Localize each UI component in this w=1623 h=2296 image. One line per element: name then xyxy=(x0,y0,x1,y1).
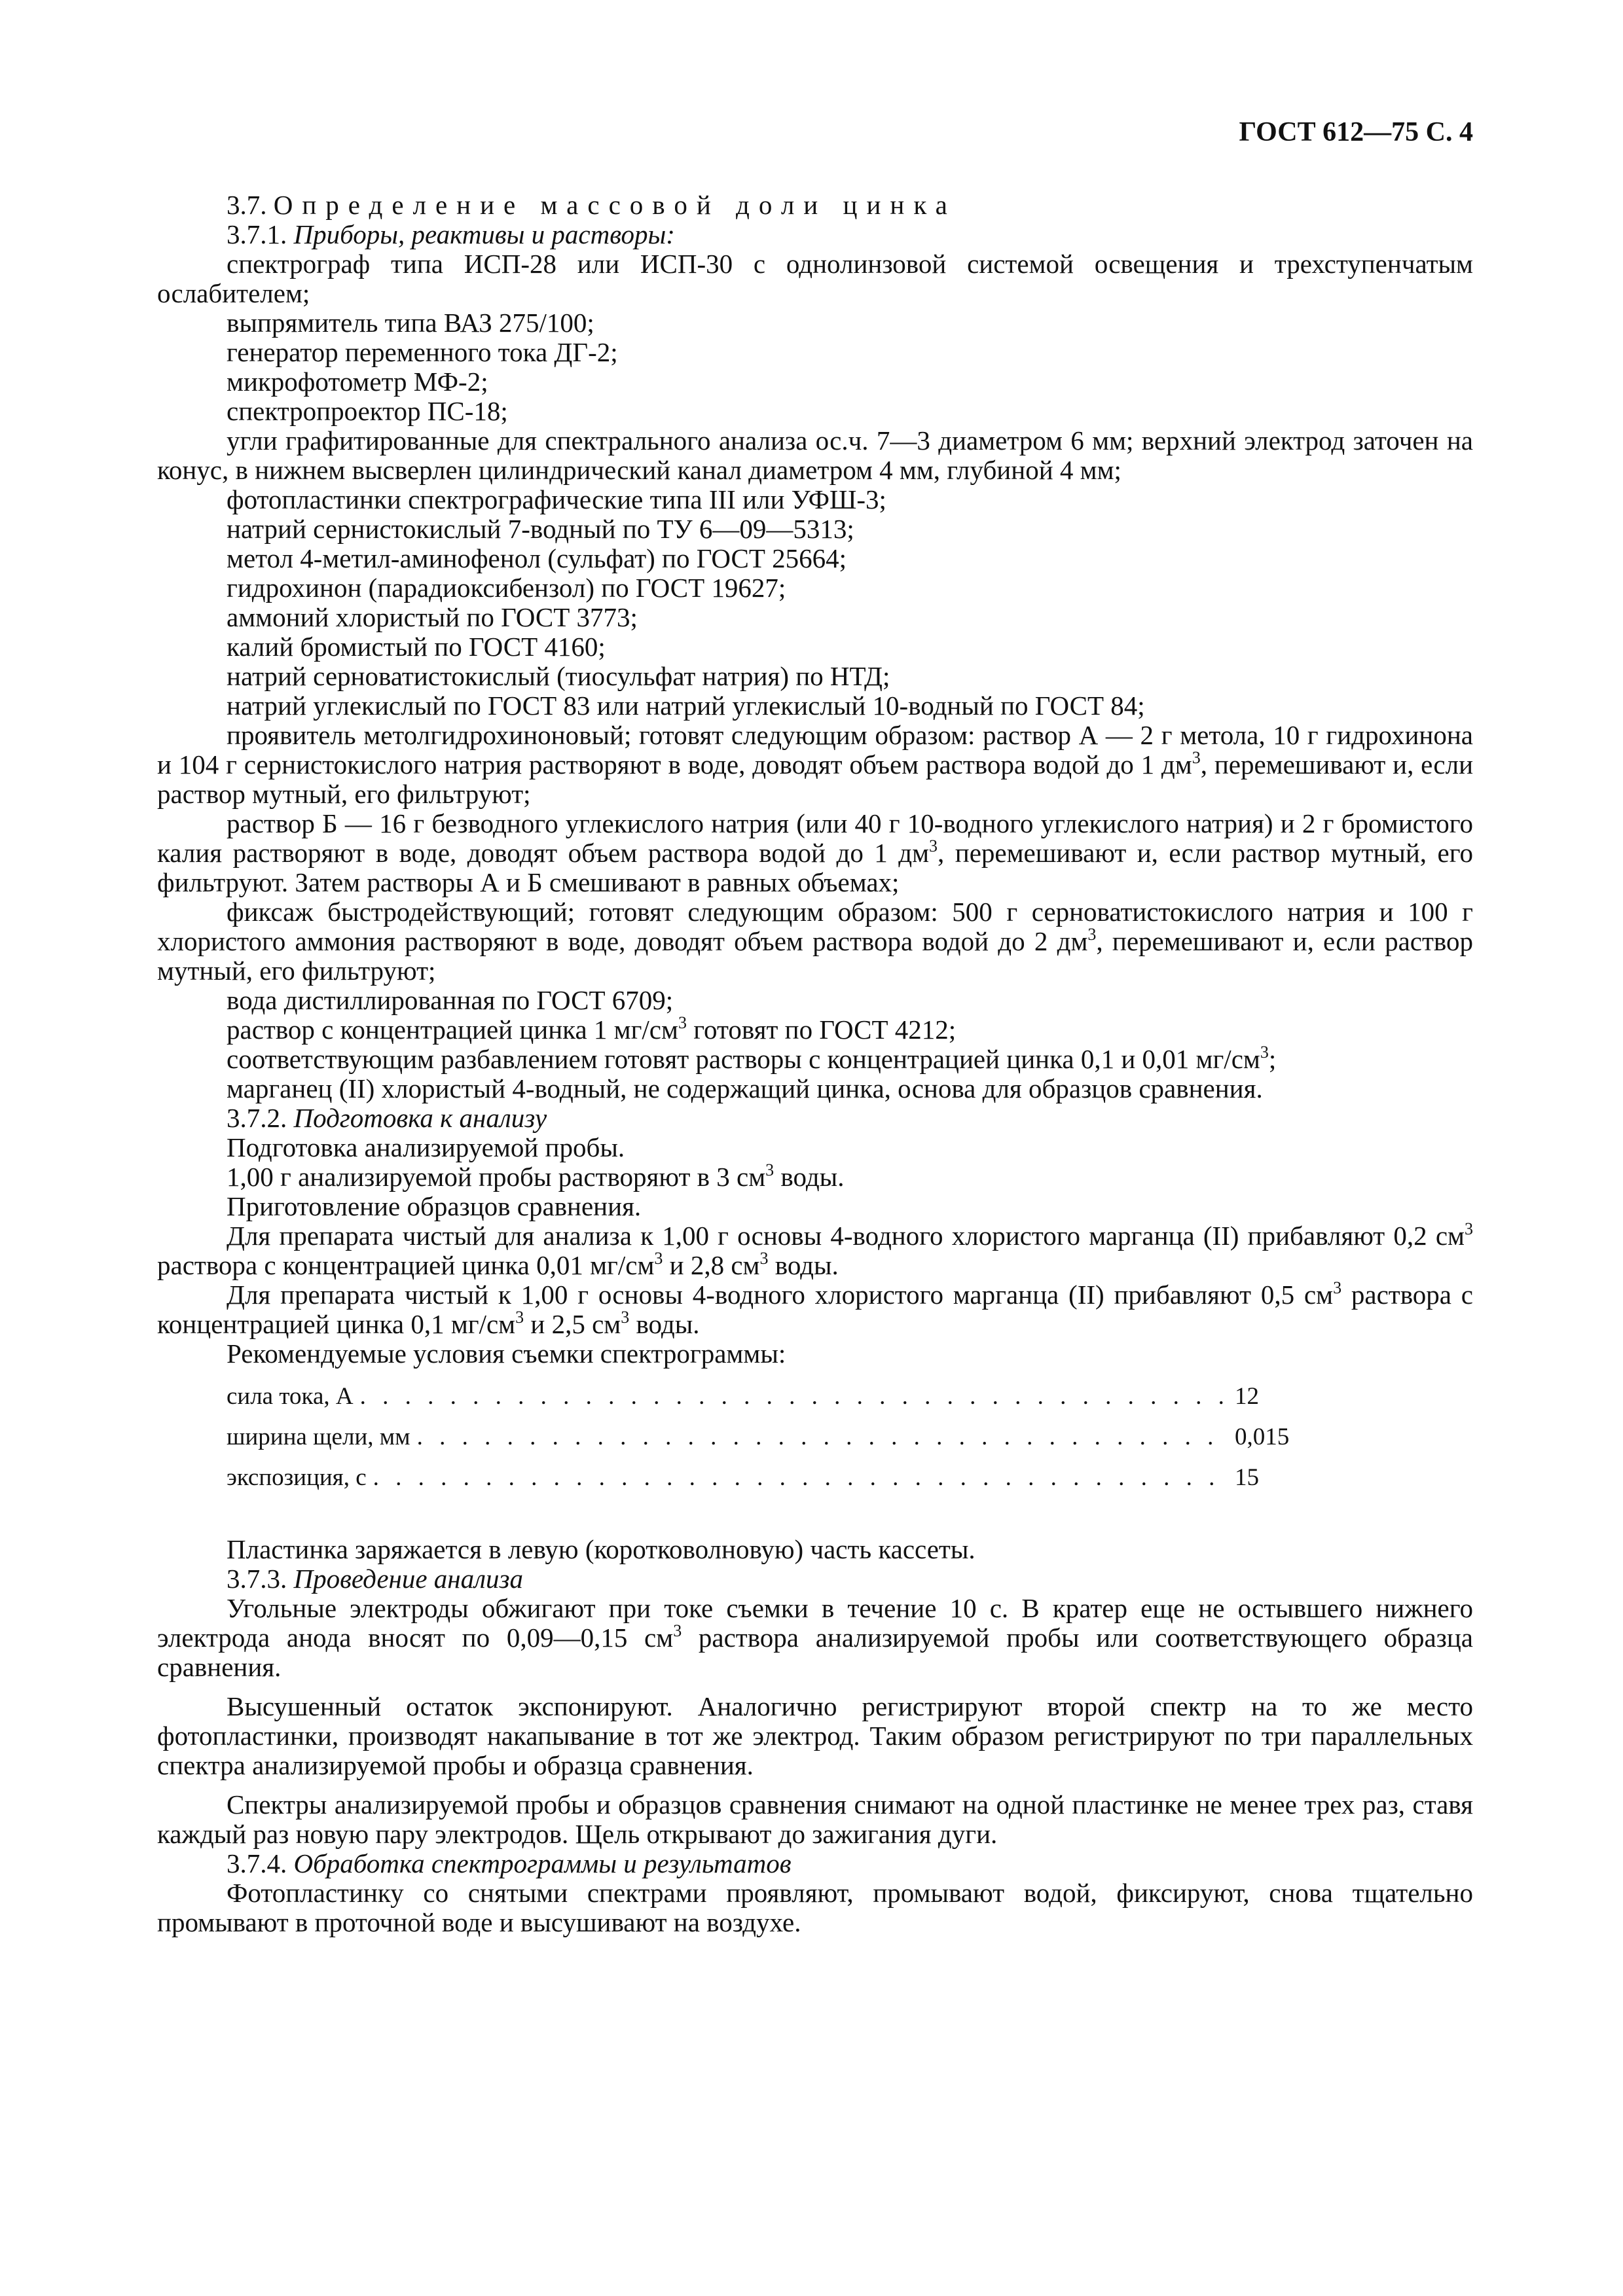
list-item: генератор переменного тока ДГ-2; xyxy=(227,337,618,367)
list-item: фотопластинки спектрографические типа III или УФШ-3; xyxy=(227,484,886,514)
fixer-paragraph: фиксаж быстродействующий; готовят следующим образом: 500 г серноватистокислого натрия и 100 г хлористого аммония растворяют в воде, доводят объем раствора водой до 2 $дм^3$, перемешивают и, если раствор мутный, его фильтруют; xyxy=(157,897,1473,986)
list-item: спектропроектор ПС-18; xyxy=(227,396,508,426)
paragraph: Приготовление образцов сравнения. xyxy=(227,1191,642,1221)
leader-dots xyxy=(360,1382,1223,1411)
list-item: гидрохинон (парадиоксибензол) по ГОСТ 19627; xyxy=(227,573,786,603)
section-heading: 3.7. Определение массовой доли цинка xyxy=(227,190,957,220)
paragraph: Спектры анализируемой пробы и образцов сравнения снимают на одной пластинке не менее трех раз, ставя каждый раз новую пару электродов. Щель открывают до зажигания дуги. xyxy=(157,1789,1473,1849)
list-item: метол 4-метил-аминофенол (сульфат) по ГОСТ 25664; xyxy=(227,543,847,573)
paragraph: 1,00 г анализируемой пробы растворяют в 3 $см^3$ воды. xyxy=(227,1160,845,1192)
section-title: Определение массовой доли цинка xyxy=(273,190,957,220)
list-item: марганец (II) хлористый 4-водный, не содержащий цинка, основа для образцов сравнения. xyxy=(227,1073,1263,1103)
list-item: спектрограф типа ИСП-28 или ИСП-30 с однолинзовой системой освещения и трехступенчатым ослабителем; xyxy=(157,249,1473,308)
developer-paragraph: проявитель метолгидрохиноновый; готовят следующим образом: раствор А — 2 г метола, 10 г гидрохинона и 104 г сернистокислого натрия растворяют в воде, доводят объем раствора водой до 1 $дм^3$, перемешивают и, если раствор мутный, его фильтруют; xyxy=(157,720,1474,809)
list-item: выпрямитель типа ВАЗ 275/100; xyxy=(227,308,594,338)
solution-b-paragraph: раствор Б — 16 г безводного углекислого натрия (или 40 г 10-водного углекислого натрия) и 2 г бромистого калия растворяют в воде, доводят объем раствора водой до 1 $дм^3$, перемешивают и, если раствор мутный, его фильтруют. Затем растворы А и Б смешивают в равных объемах; xyxy=(157,808,1473,897)
subsection-heading-2: 3.7.2. Подготовка к анализу xyxy=(227,1103,547,1133)
conditions-table xyxy=(227,1382,1307,1503)
table-row: экспозиция, с . . . 15 xyxy=(227,1463,1307,1503)
paragraph: Пластинка заряжается в левую (коротковолновую) часть кассеты. xyxy=(227,1534,976,1564)
paragraph: Фотопластинку со снятыми спектрами проявляют, промывают водой, фиксируют, снова тщательно промывают в проточной воде и высушивают на воздухе. xyxy=(157,1878,1473,1937)
document-page xyxy=(157,118,1473,1937)
spacer xyxy=(157,1780,1473,1790)
paragraph: Подготовка анализируемой пробы. xyxy=(227,1132,625,1162)
table-row: ширина щели, мм . . . 0,015 xyxy=(227,1422,1307,1463)
list-item: вода дистиллированная по ГОСТ 6709; xyxy=(227,985,674,1015)
subsection-heading-3: 3.7.3. Проведение анализа xyxy=(227,1564,524,1594)
paragraph: Для препарата чистый для анализа к 1,00 г основы 4-водного хлористого марганца (II) прибавляют 0,2 $см^3$ раствора с концентрацией цинка 0,01 $мг/см^3$ и 2,8 $см^3$ воды. xyxy=(157,1219,1473,1280)
list-item: раствор с концентрацией цинка 1 $мг/см^3$ готовят по ГОСТ 4212; xyxy=(227,1013,957,1045)
leader-dots xyxy=(417,1422,1223,1452)
list-item: угли графитированные для спектрального анализа ос.ч. 7—3 диаметром 6 мм; верхний электрод заточен на конус, в нижнем высверлен цилиндрический канал диаметром 4 мм, глубиной 4 мм; xyxy=(157,425,1473,485)
list-item: натрий углекислый по ГОСТ 83 или натрий углекислый 10-водный по ГОСТ 84; xyxy=(227,691,1145,721)
table-row: сила тока, А . . . 12 xyxy=(227,1382,1307,1422)
paragraph: Для препарата чистый к 1,00 г основы 4-водного хлористого марганца (II) прибавляют 0,5 $см^3$ раствора с концентрацией цинка 0,1 $мг/см^3$ и 2,5 $см^3$ воды. xyxy=(157,1278,1473,1339)
list-item: аммоний хлористый по ГОСТ 3773; xyxy=(227,602,638,632)
subsection-heading-4: 3.7.4. Обработка спектрограммы и результатов xyxy=(227,1848,792,1878)
list-item: микрофотометр МФ-2; xyxy=(227,367,488,397)
list-item: соответствующим разбавлением готовят растворы с концентрацией цинка 0,1 и 0,01 $мг/см^3$; xyxy=(227,1043,1277,1074)
leader-dots xyxy=(373,1463,1223,1492)
list-item: натрий серноватистокислый (тиосульфат натрия) по НТД; xyxy=(227,661,890,691)
list-item: натрий сернистокислый 7-водный по ТУ 6—09—5313; xyxy=(227,514,854,544)
subsection-heading-1: 3.7.1. Приборы, реактивы и растворы: xyxy=(227,219,675,249)
paragraph: Угольные электроды обжигают при токе съемки в течение 10 с. В кратер еще не остывшего нижнего электрода анода вносят по 0,09—0,15 $см^3$ раствора анализируемой пробы или соответствующего образца сравнения. xyxy=(157,1593,1473,1682)
paragraph: Рекомендуемые условия съемки спектрограммы: xyxy=(227,1338,786,1369)
list-item: калий бромистый по ГОСТ 4160; xyxy=(227,632,606,662)
paragraph: Высушенный остаток экспонируют. Аналогично регистрируют второй спектр на то же место фотопластинки, производят накапывание в тот же электрод. Таким образом регистрируют по три параллельных спектра анализируемой пробы и образца сравнения. xyxy=(157,1691,1473,1780)
page-header: ГОСТ 612—75 С. 4 xyxy=(1239,117,1473,147)
spacer xyxy=(157,1682,1473,1692)
